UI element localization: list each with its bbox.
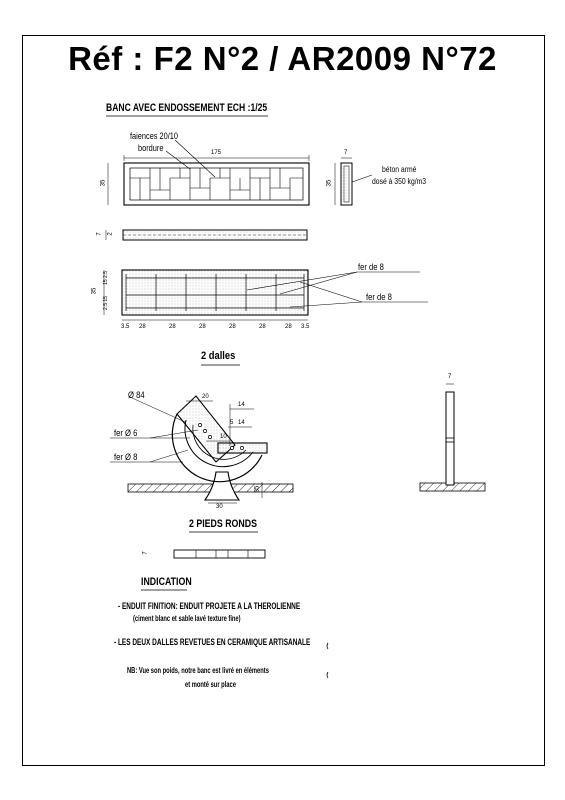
dim-5: 5	[230, 420, 234, 426]
note-line-2: et monté sur place	[185, 680, 236, 689]
dim-20: 20	[202, 394, 209, 400]
reference-title: Réf : F2 N°2 / AR2009 N°72	[68, 40, 497, 77]
indication-item-1-sub: (ciment blanc et sable lavé texture fine)	[133, 614, 241, 623]
dim-10: 10	[220, 434, 227, 440]
rebar-dim-height: 35	[91, 287, 98, 295]
bottom-dim: 3.5	[301, 324, 310, 330]
rebar-dim-left-2: 15 2.5	[102, 271, 109, 285]
dim-height: 35	[100, 179, 107, 187]
label-fer6: fer Ø 6	[114, 428, 138, 438]
indication-item-2: - LES DEUX DALLES REVETUES EN CERAMIQUE ARTISANALE	[114, 637, 311, 647]
bottom-dim: 3.5	[121, 324, 130, 330]
note-line-1: NB: Vue son poids, notre banc est livré en éléments	[127, 666, 269, 675]
concrete-line-1: béton armé	[382, 165, 417, 174]
bottom-dim: 28	[229, 324, 236, 330]
foot-view	[174, 550, 265, 558]
label-fer8: fer Ø 8	[114, 452, 138, 462]
concrete-line-2: dosé à 350 kg/m3	[372, 177, 427, 186]
label-dia84: Ø 84	[128, 390, 145, 400]
dim-30: 30	[216, 504, 223, 510]
drawing-title: BANC AVEC ENDOSSEMENT ECH :1/25	[106, 102, 268, 114]
indication-title: INDICATION	[141, 576, 192, 588]
rebar-dim-left-1: 2.5 15	[102, 296, 109, 310]
label-tiles: faiences 20/10	[130, 131, 179, 141]
bottom-dim: 28	[139, 324, 146, 330]
label-rebar-2: fer de 8	[366, 292, 392, 302]
edge-dim-a: 7	[96, 232, 103, 236]
edge-dim-b: 2	[107, 232, 114, 236]
side-dim-top: 7	[344, 150, 348, 156]
slab-side-section	[335, 158, 372, 205]
indication-item-1: - ENDUIT FINITION: ENDUIT PROJETE A LA THEROLIENNE	[118, 601, 301, 611]
dim-14a: 14	[238, 402, 245, 408]
slab-edge-view	[106, 230, 307, 240]
bench-side-section	[420, 384, 485, 491]
label-border: bordure	[138, 143, 164, 153]
side-dim-height: 35	[326, 179, 333, 187]
foot-dim: 7	[142, 551, 149, 555]
bottom-dim: 28	[259, 324, 266, 330]
bottom-dim: 28	[285, 324, 292, 330]
side-section-dim-top: 7	[448, 374, 452, 380]
dim-14b: 14	[238, 420, 245, 426]
dim-35: 35	[254, 485, 261, 493]
dim-length: 175	[211, 150, 222, 156]
label-rebar-1: fer de 8	[358, 262, 384, 272]
label-feet: 2 PIEDS RONDS	[189, 518, 257, 530]
label-slabs: 2 dalles	[201, 350, 236, 362]
bench-cross-section	[110, 396, 293, 503]
bottom-dim: 28	[199, 324, 206, 330]
bottom-dim: 28	[169, 324, 176, 330]
